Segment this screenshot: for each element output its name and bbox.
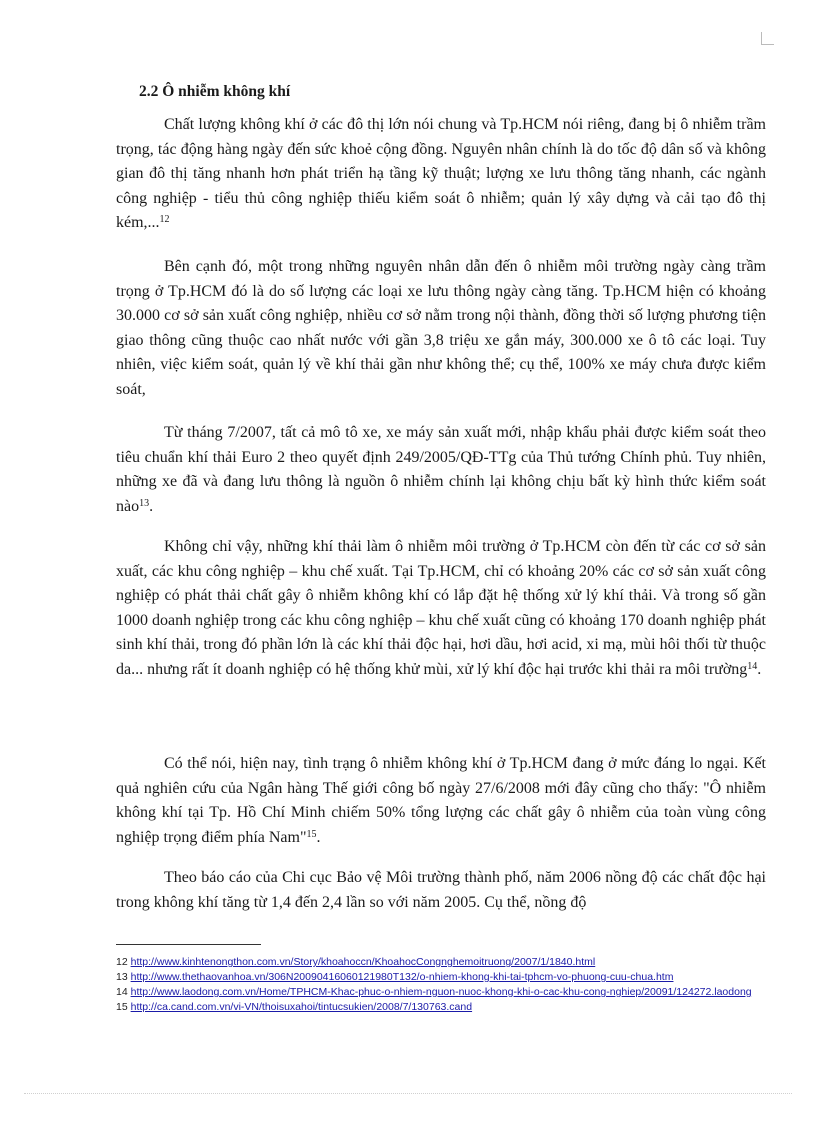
footnote-13 (116, 970, 756, 984)
footnote-15 (116, 1000, 756, 1014)
footnote-number: 15 (116, 1001, 128, 1013)
paragraph-text: Từ tháng 7/2007, tất cả mô tô xe, xe máy sản xuất mới, nhập khẩu phải được kiểm soát theo tiêu chuẩn khí thải Euro 2 theo quyết định 249/2005/QĐ-TTg của Thủ tướng Chính phủ. Tuy nhiên, những xe đã và đang lưu thông là nguồn ô nhiễm chính lại không chịu bất kỳ hình thức kiểm soát nào (116, 424, 766, 515)
paragraph-5 (116, 752, 766, 850)
paragraph-text: Theo báo cáo của Chi cục Bảo vệ Môi trường thành phố, năm 2006 nồng độ các chất độc hại trong không khí tăng từ 1,4 đến 2,4 lần so với năm 2005. Cụ thể, nồng độ (116, 869, 766, 911)
footnote-link[interactable]: http://www.kinhtenongthon.com.vn/Story/khoahoccn/KhoahocCongnghemoitruong/2007/1/1840.html (130, 956, 596, 968)
footnote-number: 13 (116, 971, 128, 983)
paragraph-text: Không chỉ vậy, những khí thải làm ô nhiễm môi trường ở Tp.HCM còn đến từ các cơ sở sản xuất, các khu công nghiệp – khu chế xuất. Tại Tp.HCM, chỉ có khoảng 20% các cơ sở sản xuất công nghiệp có phát thải chất gây ô nhiễm không khí có lắp đặt hệ thống xử lý khí thải. Và trong số gần 1000 doanh nghiệp trong các khu công nghiệp – khu chế xuất cũng có khoảng 170 doanh nghiệp phát sinh khí thải, trong đó phần lớn là các khí thải độc hại, hơi dầu, hơi acid, xi mạ, mùi hôi thối từ thuộc da... nhưng rất ít doanh nghiệp có hệ thống khử mùi, xử lý khí độc hại trước khi thải ra môi trường (116, 538, 766, 678)
footnote-12 (116, 955, 756, 969)
footnote-14 (116, 985, 756, 999)
footnote-number: 14 (116, 986, 128, 998)
paragraph-tail: . (149, 497, 154, 515)
footnote-link[interactable]: http://www.laodong.com.vn/Home/TPHCM-Khac-phuc-o-nhiem-nguon-nuoc-khong-khi-o-cac-khu-cong-nghiep/20091/124272.laodong (130, 986, 752, 998)
footnote-link[interactable]: http://ca.cand.com.vn/vi-VN/thoisuxahoi/tintucsukien/2008/7/130763.cand (130, 1001, 473, 1013)
footnote-link[interactable]: http://www.thethaovanhoa.vn/306N20090416060121980T132/o-nhiem-khong-khi-tai-tphcm-vo-phuong-cuu-chua.htm (130, 971, 674, 983)
paragraph-2 (116, 255, 766, 403)
paragraph-6 (116, 866, 766, 915)
footnote-ref-13[interactable]: 13 (139, 497, 150, 509)
page-bottom-border (24, 1093, 792, 1094)
paragraph-tail: . (757, 660, 762, 678)
paragraph-text: Bên cạnh đó, một trong những nguyên nhân dẫn đến ô nhiễm môi trường ngày càng trầm trọng ở Tp.HCM đó là do số lượng các loại xe lưu thông ngày càng tăng. Tp.HCM hiện có khoảng 30.000 cơ sở sản xuất công nghiệp, nhiều cơ sở nằm trong nội thành, đồng thời số lượng phương tiện giao thông cũng thuộc cao nhất nước với gần 3,8 triệu xe gắn máy, 300.000 xe ô tô các loại. Tuy nhiên, việc kiểm soát, quản lý về khí thải gần như không thể; cụ thể, 100% xe máy chưa được kiểm soát, (116, 258, 766, 398)
footnote-ref-12[interactable]: 12 (159, 214, 170, 226)
section-heading: 2.2 Ô nhiễm không khí (139, 83, 291, 100)
paragraph-text: Chất lượng không khí ở các đô thị lớn nói chung và Tp.HCM nói riêng, đang bị ô nhiễm trầm trọng, tác động hàng ngày đến sức khoẻ cộng đồng. Nguyên nhân chính là do tốc độ dân số và không gian đô thị tăng nhanh hơn phát triển hạ tầng kỹ thuật; lượng xe lưu thông tăng nhanh, các ngành công nghiệp - tiểu thủ công nghiệp thiếu kiểm soát ô nhiễm; quản lý xây dựng và cải tạo đô thị kém,... (116, 116, 766, 232)
paragraph-text: Có thể nói, hiện nay, tình trạng ô nhiễm không khí ở Tp.HCM đang ở mức đáng lo ngại. Kết quả nghiên cứu của Ngân hàng Thế giới công bố ngày 27/6/2008 mới đây cũng cho thấy: "Ô nhiễm không khí tại Tp. Hồ Chí Minh chiếm 50% tổng lượng các chất gây ô nhiễm của toàn vùng công nghiệp trọng điểm phía Nam" (116, 755, 766, 846)
paragraph-3 (116, 421, 766, 519)
footnote-ref-14[interactable]: 14 (747, 660, 758, 672)
footnote-ref-15[interactable]: 15 (306, 828, 317, 840)
footnote-separator (116, 944, 261, 945)
paragraph-1 (116, 113, 766, 236)
paragraph-tail: . (316, 828, 321, 846)
paragraph-4 (116, 535, 766, 683)
page-corner-mark (761, 32, 774, 45)
footnote-number: 12 (116, 956, 128, 968)
footnotes (116, 955, 756, 1015)
